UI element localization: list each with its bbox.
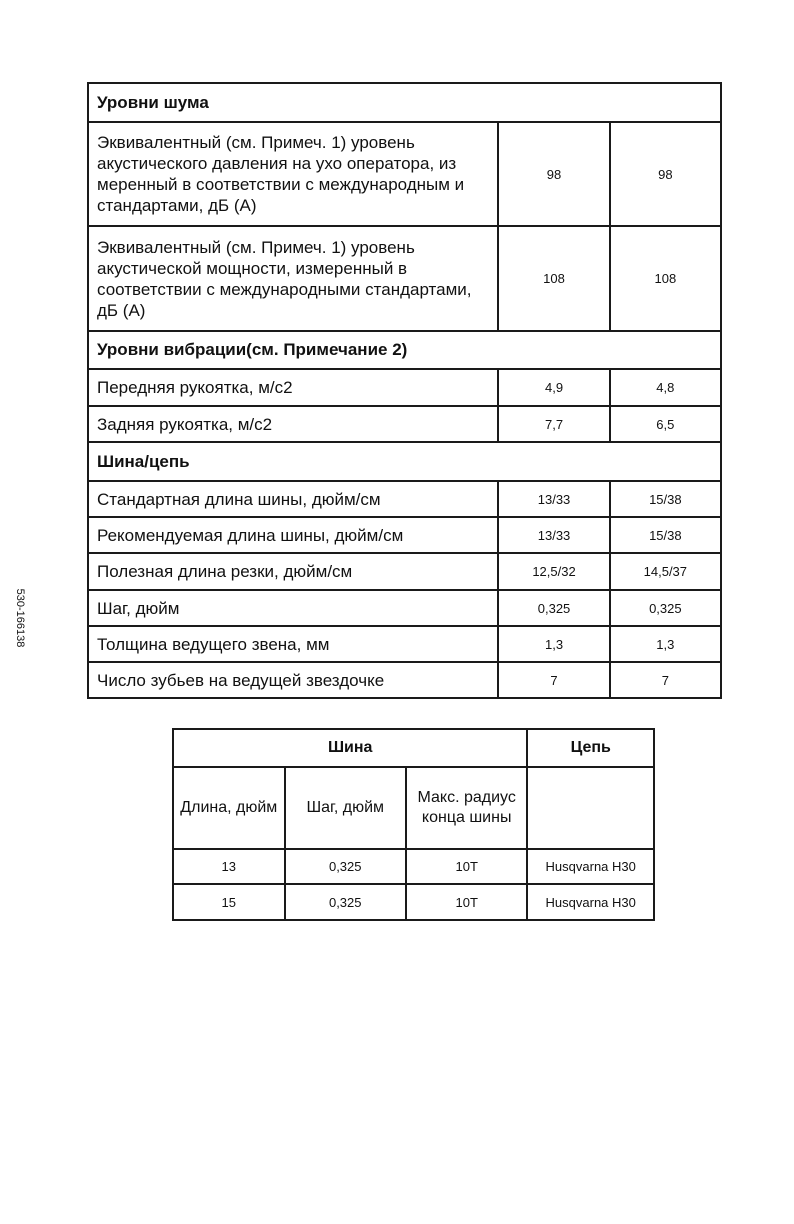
bar-chain-row-label: Стандартная длина шины, дюйм/см — [88, 481, 498, 517]
bar-header: Шина — [173, 729, 527, 767]
cell-pitch: 0,325 — [285, 849, 406, 884]
cell-chain: Husqvarna H30 — [527, 849, 654, 884]
section-noise-title: Уровни шума — [88, 83, 721, 122]
specifications-table — [87, 82, 722, 699]
vibration-row-value-2: 4,8 — [610, 369, 721, 406]
noise-row-label: Эквивалентный (см. Примеч. 1) уровень акустической мощности, измеренный в соответствии с международными стандартами, дБ (А) — [88, 226, 498, 331]
bar-chain-row-value-2: 0,325 — [610, 590, 721, 626]
chain-header: Цепь — [527, 729, 654, 767]
cell-nose-radius: 10T — [406, 884, 527, 920]
vibration-row-value-1: 4,9 — [498, 369, 609, 406]
bar-chain-row-value-2: 14,5/37 — [610, 553, 721, 590]
cell-length: 13 — [173, 849, 285, 884]
bar-chain-row-label: Шаг, дюйм — [88, 590, 498, 626]
column-length: Длина, дюйм — [173, 767, 285, 849]
noise-row-value-2: 108 — [610, 226, 721, 331]
section-vibration-title: Уровни вибрации(см. Примечание 2) — [88, 331, 721, 369]
vibration-row-value-1: 7,7 — [498, 406, 609, 442]
bar-chain-combination-table — [172, 728, 655, 921]
column-max-nose-radius: Макс. радиус конца шины — [406, 767, 527, 849]
cell-nose-radius: 10T — [406, 849, 527, 884]
bar-chain-row-value-2: 15/38 — [610, 517, 721, 553]
bar-chain-row-value-1: 7 — [498, 662, 609, 698]
bar-chain-row-value-1: 13/33 — [498, 517, 609, 553]
noise-row-value-2: 98 — [610, 122, 721, 226]
bar-chain-row-value-2: 1,3 — [610, 626, 721, 662]
bar-chain-row-value-2: 15/38 — [610, 481, 721, 517]
bar-chain-row-value-2: 7 — [610, 662, 721, 698]
cell-length: 15 — [173, 884, 285, 920]
noise-row-value-1: 98 — [498, 122, 609, 226]
cell-pitch: 0,325 — [285, 884, 406, 920]
vibration-row-label: Задняя рукоятка, м/с2 — [88, 406, 498, 442]
noise-row-label: Эквивалентный (см. Примеч. 1) уровень акустического давления на ухо оператора, из меренный в соответствии с международным и стандартами, дБ (А) — [88, 122, 498, 226]
document-code: 530-166138 — [14, 588, 26, 648]
vibration-row-value-2: 6,5 — [610, 406, 721, 442]
bar-chain-row-label: Рекомендуемая длина шины, дюйм/см — [88, 517, 498, 553]
bar-chain-row-label: Число зубьев на ведущей звездочке — [88, 662, 498, 698]
vibration-row-label: Передняя рукоятка, м/с2 — [88, 369, 498, 406]
bar-chain-row-label: Полезная длина резки, дюйм/см — [88, 553, 498, 590]
noise-row-value-1: 108 — [498, 226, 609, 331]
bar-chain-row-label: Толщина ведущего звена, мм — [88, 626, 498, 662]
column-chain-empty — [527, 767, 654, 849]
section-bar-chain-title: Шина/цепь — [88, 442, 721, 481]
bar-chain-row-value-1: 12,5/32 — [498, 553, 609, 590]
bar-chain-row-value-1: 13/33 — [498, 481, 609, 517]
cell-chain: Husqvarna H30 — [527, 884, 654, 920]
bar-chain-row-value-1: 1,3 — [498, 626, 609, 662]
bar-chain-row-value-1: 0,325 — [498, 590, 609, 626]
column-pitch: Шаг, дюйм — [285, 767, 406, 849]
